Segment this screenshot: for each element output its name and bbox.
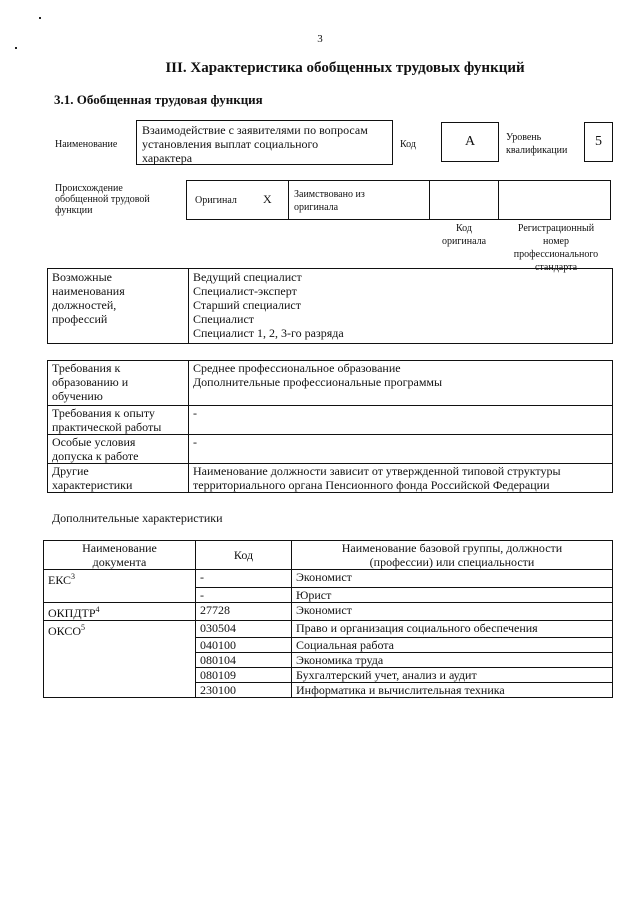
requirement-label-line: обучению	[52, 389, 103, 403]
requirement-value-line: -	[193, 406, 197, 420]
table-row	[44, 683, 613, 698]
scan-mark	[39, 17, 41, 19]
borrowed-line: Заимствовано из	[294, 189, 365, 200]
scan-mark	[15, 47, 17, 49]
additional-title: Дополнительные характеристики	[52, 511, 223, 525]
level-label	[506, 132, 567, 156]
reg-number-line: номер	[543, 236, 569, 247]
name-cell: Экономист	[292, 570, 613, 588]
reg-number-line: Регистрационный	[517, 223, 595, 234]
positions-label-line: наименования	[52, 284, 125, 298]
requirement-value-line: Среднее профессиональное образование	[193, 361, 401, 375]
doc-cell	[44, 668, 196, 683]
header-name-line: (профессии) или специальности	[369, 555, 535, 569]
requirement-label-line: Другие	[52, 464, 89, 478]
requirement-label-line: допуска к работе	[52, 449, 139, 463]
requirements-row	[48, 361, 613, 406]
position-item: Специалист	[193, 312, 255, 326]
requirement-label-line: Требования к опыту	[52, 406, 155, 420]
doc-cell	[44, 602, 196, 620]
doc-cell	[44, 683, 196, 698]
section-title: III. Характеристика обобщенных трудовых функций	[165, 60, 525, 76]
requirement-value-line: -	[193, 435, 197, 449]
header-code: Код	[196, 541, 292, 570]
origin-table	[186, 180, 611, 220]
name-cell: Экономика труда	[292, 653, 613, 668]
header-doc-line: Наименование	[82, 541, 157, 555]
additional-header-row	[44, 541, 613, 570]
origin-label	[55, 183, 150, 216]
footnote-ref: 3	[71, 572, 76, 581]
code-label: Код	[400, 139, 416, 150]
table-row	[44, 653, 613, 668]
requirements-row	[48, 435, 613, 464]
doc-cell	[44, 653, 196, 668]
code-cell: 080109	[196, 668, 292, 683]
table-row	[44, 620, 613, 638]
requirement-value	[189, 406, 613, 435]
requirement-label	[48, 464, 189, 493]
requirements-row	[48, 464, 613, 493]
requirement-value	[189, 464, 613, 493]
code-cell: 230100	[196, 683, 292, 698]
position-item: Старший специалист	[193, 298, 301, 312]
requirement-label-line: Особые условия	[52, 435, 136, 449]
position-item: Ведущий специалист	[193, 270, 302, 284]
doc-cell	[44, 638, 196, 653]
additional-table	[43, 540, 613, 698]
level-label-line: квалификации	[506, 145, 568, 156]
code-cell: 040100	[196, 638, 292, 653]
positions-label	[48, 269, 189, 344]
subsection-title: 3.1. Обобщенная трудовая функция	[54, 92, 263, 107]
footnote-ref: 4	[95, 604, 100, 614]
position-item: Специалист 1, 2, 3-го разряда	[193, 326, 344, 340]
requirement-label-line: практической работы	[52, 420, 162, 434]
table-row	[44, 587, 613, 602]
name-cell: Бухгалтерский учет, анализ и аудит	[292, 668, 613, 683]
positions-label-line: должностей,	[52, 298, 117, 312]
header-doc-line: документа	[92, 555, 147, 569]
requirement-label-line: характеристики	[52, 478, 133, 492]
page-number: 3	[317, 33, 323, 45]
requirement-value	[189, 435, 613, 464]
positions-label-line: Возможные	[52, 270, 112, 284]
doc-cell	[44, 587, 196, 602]
requirement-value-line: территориального органа Пенсионного фонда Российской Федерации	[193, 478, 550, 492]
code-original-line: оригинала	[441, 236, 487, 247]
name-cell: Социальная работа	[292, 638, 613, 653]
name-cell: Экономист	[292, 602, 613, 620]
requirement-value-line: Наименование должности зависит от утвержденной типовой структуры	[193, 464, 561, 478]
function-name-box	[136, 120, 393, 165]
name-cell: Юрист	[292, 587, 613, 602]
table-row	[44, 638, 613, 653]
doc-name: ОКСО	[48, 623, 82, 638]
level-label-line: Уровень	[506, 132, 542, 143]
name-cell: Право и организация социального обеспечения	[292, 620, 613, 638]
doc-name: ОКПДТР	[48, 605, 96, 620]
doc-name: ЕКС	[48, 573, 72, 587]
requirement-label	[48, 361, 189, 406]
reg-number-label	[500, 222, 612, 274]
code-cell: -	[196, 570, 292, 588]
reg-number-line: стандарта	[534, 262, 578, 273]
requirement-label-line: Требования к	[52, 361, 121, 375]
borrowed-label	[294, 189, 365, 213]
reg-number-line: профессионального	[513, 249, 599, 260]
level-value: 5	[584, 122, 613, 162]
code-original-line: Код	[456, 223, 472, 234]
requirement-value-line: Дополнительные профессиональные программы	[193, 375, 443, 389]
header-name	[292, 541, 613, 570]
header-name-line: Наименование базовой группы, должности	[341, 541, 563, 555]
table-row	[44, 570, 613, 588]
doc-cell	[44, 570, 196, 588]
code-original-label	[430, 222, 498, 248]
code-cell: 080104	[196, 653, 292, 668]
requirements-row	[48, 406, 613, 435]
code-cell: -	[196, 587, 292, 602]
function-name-line: установления выплат социального	[142, 137, 319, 151]
requirement-label-line: образованию и	[52, 375, 129, 389]
name-label: Наименование	[55, 139, 118, 150]
positions-table	[47, 268, 613, 344]
doc-cell	[44, 620, 196, 638]
positions-label-line: профессий	[52, 312, 108, 326]
requirement-label	[48, 435, 189, 464]
footnote-ref: 5	[81, 622, 86, 632]
header-doc	[44, 541, 196, 570]
table-row	[44, 668, 613, 683]
function-name-line: характера	[142, 151, 193, 165]
code-cell: 030504	[196, 620, 292, 638]
table-row	[44, 602, 613, 620]
position-item: Специалист-эксперт	[193, 284, 297, 298]
original-mark: X	[263, 192, 272, 206]
function-name-line: Взаимодействие с заявителями по вопросам	[142, 123, 368, 137]
requirement-label	[48, 406, 189, 435]
origin-label-line: обобщенной трудовой	[55, 194, 150, 205]
original-label: Оригинал	[195, 195, 237, 206]
requirements-table	[47, 360, 613, 493]
code-value: А	[441, 122, 499, 162]
name-cell: Информатика и вычислительная техника	[292, 683, 613, 698]
code-cell: 27728	[196, 602, 292, 620]
borrowed-line: оригинала	[294, 202, 339, 213]
origin-label-line: функции	[55, 205, 93, 216]
requirement-value	[189, 361, 613, 406]
positions-list	[189, 269, 613, 344]
origin-label-line: Происхождение	[55, 183, 123, 194]
